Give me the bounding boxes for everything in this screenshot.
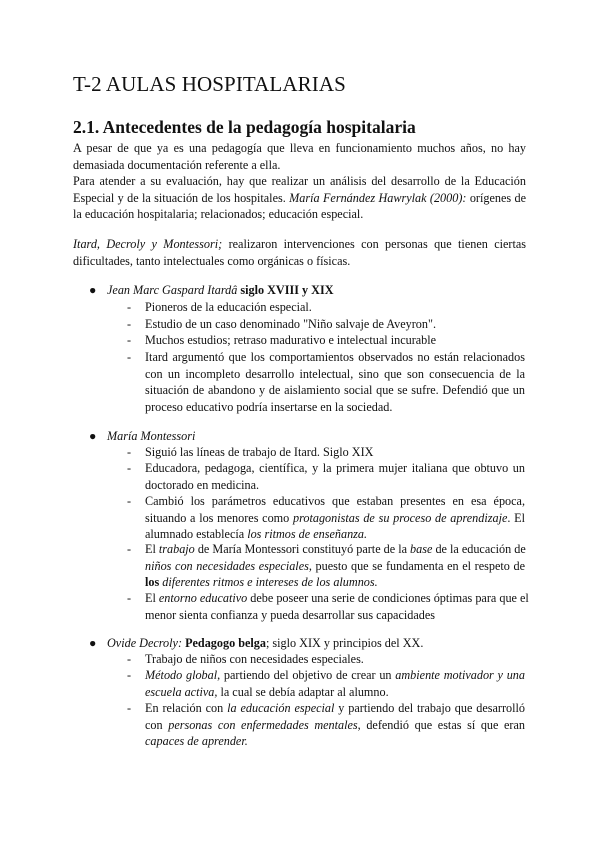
- intro-paragraph-2: [73, 173, 526, 223]
- dash-icon: -: [127, 542, 132, 556]
- text-line: Para atender a su evaluación, hay que realizar un análisis del desarrollo de la Educación: [73, 174, 526, 188]
- bullet-icon: ●: [89, 283, 97, 297]
- dash-icon: -: [127, 461, 132, 475]
- section-heading: 2.1. Antecedentes de la pedagogía hospitalaria: [73, 117, 416, 137]
- dash-icon: -: [127, 317, 132, 331]
- dash-icon: -: [127, 350, 132, 364]
- dash-icon: -: [127, 333, 132, 347]
- dash-icon: -: [127, 652, 132, 666]
- text-line: Especial y de la situación de los hospitales. María Fernández Hawrylak (2000): orígenes de: [73, 190, 526, 205]
- text-line: Itard, Decroly y Montessori; realizaron intervenciones con personas que tienen ciertas: [73, 237, 526, 251]
- page-title: T-2 AULAS HOSPITALARIAS: [73, 72, 346, 96]
- bullet-icon: ●: [89, 429, 97, 443]
- document-page: T-2 AULAS HOSPITALARIAS 2.1. Antecedentes de la pedagogía hospitalaria A pesar de que ya es una pedagogía que lleva en funcionamiento muchos años, no hay demasiada documentación referente a ella. Para atender a su evaluación, hay que realizar un análisis del desarrollo de la Educación Especial y de la situación de los hospitales. María Fernández Hawrylak (2000): orígenes de la educación hospitalaria; relacionados; educación especial. Itard, Decroly y Montessori; realizaron intervenciones con personas que tienen ciertas dificultades, tanto intelectuales como orgánicas o físicas. ● Jean Marc Gaspard Itardâ siglo XVIII y XIX - Pioneros de la educación especial. - Estudio de un caso denominado "Niño salvaje de Aveyron". - Muchos estudios; retraso madurativo e intelectual incurable - Itard argumentó que los comportamientos observados no están relacionados con un incompleto desarrollo intelectual, sino que son consecuencia de la situación de abandono y de aislamiento social que se sufre. Defendió que un proceso educativo podría insertarse en la sociedad. ● María Montessori - Siguió las líneas de trabajo de Itard. Siglo XIX - Educadora, pedagoga, científica, y la primera mujer italiana que obtuvo un doctorado en medicina. - Cambió los parámetros educativos que estaban presentes en esa época, situando a los menores como protagonistas de su proceso de aprendizaje. El alumnado establecía los ritmos de enseñanza. - El trabajo de María Montessori constituyó parte de la base de la educación de niños con necesidades especiales, puesto que se fundamenta en el respeto de los diferentes ritmos e intereses de los alumnos. - El entorno educativo debe poseer una serie de condiciones óptimas para que el menor sienta confianza y pueda desarrollar sus capacidades ● Ovide Decroly: Pedagogo belga; siglo XIX y principios del XX. - Trabajo de niños con necesidades especiales. - Método global, partiendo del objetivo de crear un ambiente motivador y una escuela activa, la cual se debía adaptar al alumno. - En relación con la educación especial y partiendo del trabajo que desarrolló con personas con enfermedades mentales, defendió que estas sí que eran capaces de aprender.: [73, 72, 529, 749]
- text-line: demasiada documentación referente a ella.: [73, 157, 281, 172]
- dash-icon: -: [127, 494, 132, 508]
- bullet-decroly: ● Ovide Decroly: Pedagogo belga; siglo XIX y principios del XX.: [89, 636, 424, 650]
- bullet-montessori: ● María Montessori: [89, 429, 196, 443]
- bullet-itard: ● Jean Marc Gaspard Itardâ siglo XVIII y XIX: [89, 283, 334, 297]
- intro-paragraph-3: [73, 236, 526, 269]
- dash-icon: -: [127, 300, 132, 314]
- text-line: A pesar de que ya es una pedagogía que lleva en funcionamiento muchos años, no hay: [73, 141, 526, 155]
- dash-icon: -: [127, 701, 132, 715]
- intro-paragraph-1: [73, 140, 526, 173]
- text-line: la educación hospitalaria; relacionados; educación especial.: [73, 207, 364, 222]
- bullet-icon: ●: [89, 636, 97, 650]
- dash-icon: -: [127, 445, 132, 459]
- dash-icon: -: [127, 591, 132, 605]
- dash-icon: -: [127, 668, 132, 682]
- text-line: dificultades, tanto intelectuales como orgánicas o físicas.: [73, 253, 351, 268]
